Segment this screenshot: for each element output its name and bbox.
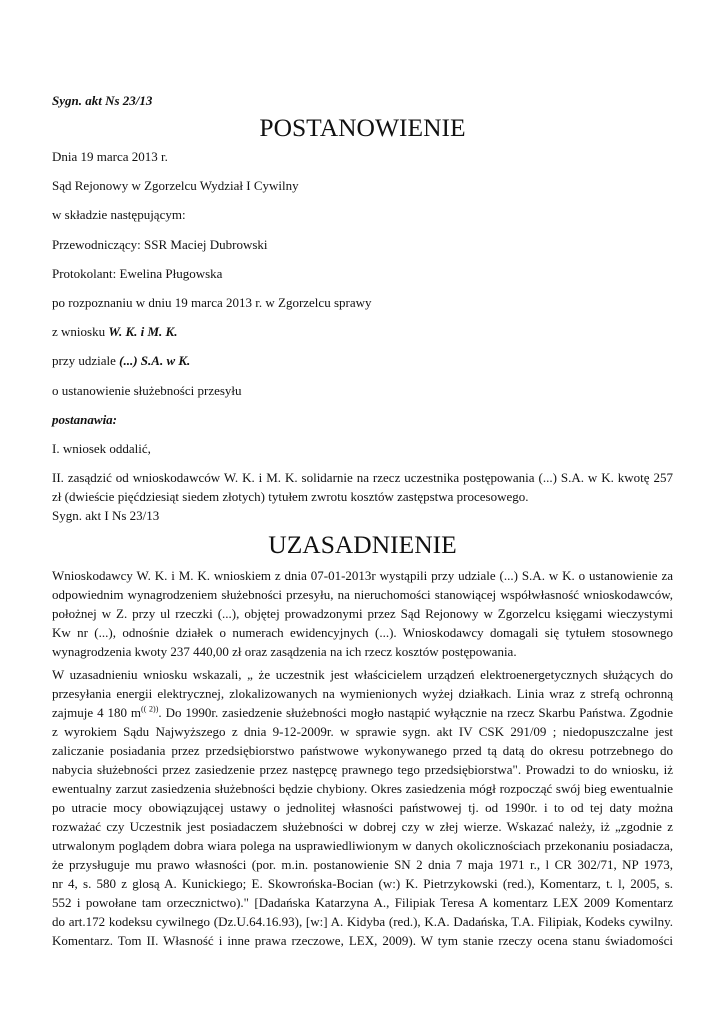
body-line: II. zasądzić od wnioskodawców W. K. i M. K. solidarnie na rzecz uczestnika postępowania (...) S.A. w K. kwotę 257 [52, 470, 673, 486]
body-line: że przysługuje mu prawo własności (por. m.in. postanowienie SN 2 dnia 7 maja 1971 r., l CR 302/71, NP 1973, [52, 857, 673, 873]
body-line: położnej w Z. przy ul rzeczki (...), objętej prowadzonymi przez Sąd Rejonowy w Zgorzelcu księgami wieczystymi [52, 606, 673, 622]
body-line: utrwalonym poglądem dobra wiara polega na usprawiedliwionym w danych okolicznościach przekonaniu posiadacza, [52, 838, 673, 854]
case-subject: o ustanowienie służebności przesyłu [52, 382, 242, 398]
body-line: po utracie mocy obowiązującej ustawy o jednolitej własności państwowej tj. od 1990r. i to od tej daty można [52, 800, 673, 816]
footnote-superscript: (( 2)) [141, 704, 159, 714]
body-line: nr 4, s. 580 z glosą A. Kunickiego; E. Skowrońska-Bocian (w:) K. Pietrzykowski (red.), Komentarz, t. l, 2005, s. [52, 876, 673, 892]
body-line: nabycia służebności przez zasiedzenie przez następcę prawnego tego przedsiębiorstwa". Prowadzi to do wniosku, iż [52, 762, 673, 778]
court-clerk: Protokolant: Ewelina Pługowska [52, 265, 223, 281]
body-line: I. wniosek oddalić, [52, 440, 151, 456]
applicants-line [52, 322, 673, 341]
case-number: Sygn. akt Ns 23/13 [52, 93, 153, 108]
body-line: z wyrokiem Sądu Najwyższego z dnia 9-12-2009r. w sprawie sygn. akt IV CSK 291/09 ; niedopuszczalne jest [52, 724, 673, 740]
body-line: W uzasadnieniu wniosku wskazali, „ że uczestnik jest właścicielem urządzeń elektroenergetycznych służących do [52, 667, 673, 683]
court-name: Sąd Rejonowy w Zgorzelcu Wydział I Cywilny [52, 178, 299, 194]
decides-label: postanawia: [52, 411, 118, 427]
document-page [52, 91, 673, 950]
participant-name: (...) S.A. w K. [119, 353, 191, 369]
participant-line [52, 351, 673, 370]
participant-prefix: przy udziale [52, 353, 116, 369]
composition-intro: w składzie następującym: [52, 207, 186, 223]
justification-paragraph [52, 566, 673, 661]
body-line: ewentualny zarzut zasiedzenia służebności będzie chybiony. Okres zasiedzenia mógł rozpocząć swój bieg ewentualnie [52, 781, 673, 797]
body-line: zaliczanie posiadania przez przedsiębiorstwo państwowe wykonywanego przed tą datą do okresu potrzebnego do [52, 743, 673, 759]
justification-title: UZASADNIENIE [268, 529, 457, 559]
body-line: do art.172 kodeksu cywilnego (Dz.U.64.16.93), [w:] A. Kidyba (red.), K.A. Dadańska, T.A. Filipiak, Kodeks cywilny. [52, 914, 673, 930]
applicants-prefix: z wniosku [52, 324, 106, 340]
line-text: . Do 1990r. zasiedzenie służebności mogło nastąpić wyłącznie na rzecz Skarbu Państwa. Zgodnie [158, 705, 673, 721]
body-line: Kw nr (...), odnośnie działek o numerach ewidencyjnych (...). Wnioskodawcy domagali się tytułem stosownego [52, 625, 673, 641]
body-line: wynagrodzenia kwoty 237 440,00 zł oraz zasądzenia na ich rzecz kosztów postępowania. [52, 644, 517, 660]
body-line: 552 i powołane tam orzecznictwo)." [Dadańska Katarzyna A., Filipiak Teresa A komentarz LEX 2009 Komentarz [52, 895, 673, 911]
hearing-info: po rozpoznaniu w dniu 19 marca 2013 r. w Zgorzelcu sprawy [52, 294, 372, 310]
line-text: zajmuje 4 180 m [52, 705, 142, 721]
justification-case-number: Sygn. akt I Ns 23/13 [52, 508, 160, 524]
body-line [52, 703, 673, 722]
document-title: POSTANOWIENIE [259, 113, 466, 142]
body-line: odpowiednim wynagrodzeniem służebności przesyłu, na nieruchomości stanowiącej współwłasność wnioskodawców, [52, 587, 673, 603]
ruling-point-2 [52, 468, 673, 506]
ruling-date: Dnia 19 marca 2013 r. [52, 149, 168, 164]
body-line: zł (dwieście pięćdziesiąt siedem złotych) tytułem zwrotu kosztów zastępstwa procesowego. [52, 489, 529, 505]
body-line: rozważać czy Uczestnik jest posiadaczem służebności w dobrej czy w złej wierze. Wskazać należy, iż „zgodnie z [52, 819, 673, 835]
justification-paragraph [52, 665, 673, 950]
body-line: Komentarz. Tom II. Własność i inne prawa rzeczowe, LEX, 2009). W tym stanie rzeczy ocena stanu świadomości [52, 933, 673, 949]
body-line: przesyłania energii elektrycznej, zlokalizowanych na wymienionych wyżej działkach. Linia wraz z strefą ochronną [52, 686, 673, 702]
body-line: Wnioskodawcy W. K. i M. K. wnioskiem z dnia 07-01-2013r wystąpili przy udziale (...) S.A. w K. o ustanowienie za [52, 568, 673, 584]
ruling-point-1 [52, 439, 673, 458]
applicant-names: W. K. i M. K. [108, 324, 178, 340]
presiding-judge: Przewodniczący: SSR Maciej Dubrowski [52, 236, 268, 252]
